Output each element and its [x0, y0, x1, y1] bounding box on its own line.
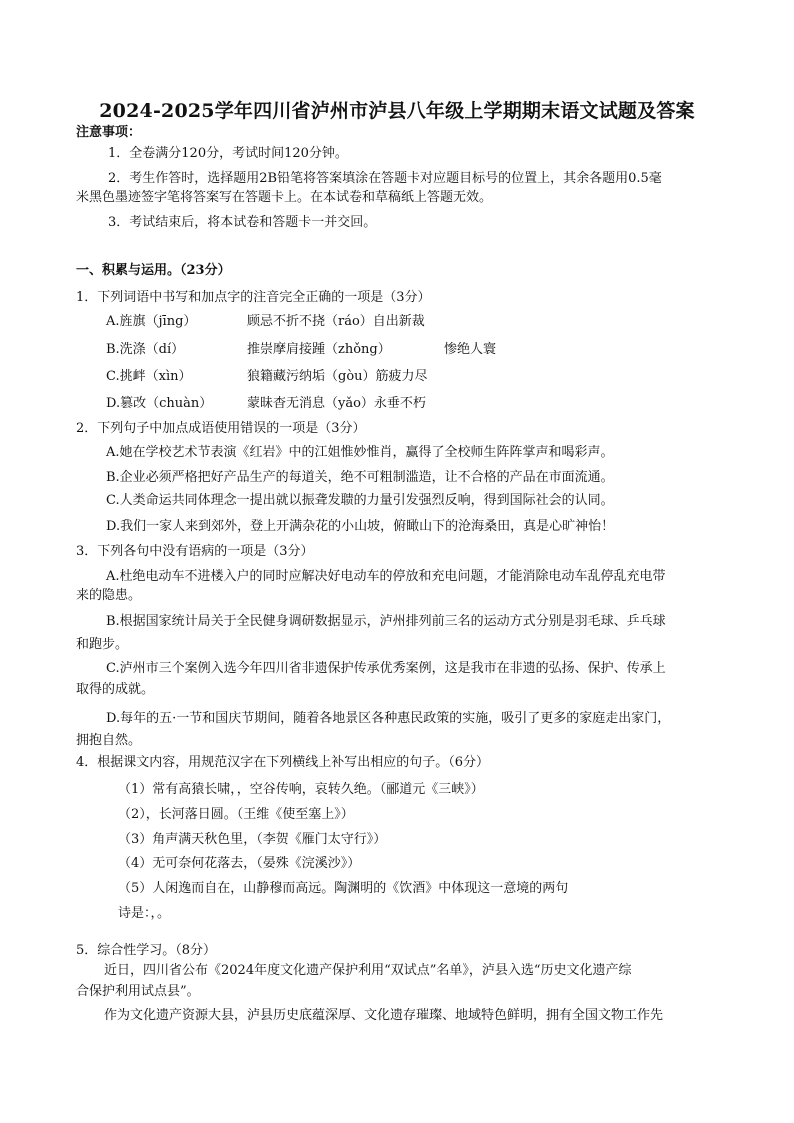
q3-option-b-line-2: 和跑步。 — [76, 637, 129, 652]
q1-option-c — [106, 368, 706, 386]
notice-item-3: 3．考试结束后，将本试卷和答题卡一并交回。 — [108, 215, 377, 230]
q4-sentence-5: （5）人闲逸而自在，山静穆而高远。陶渊明的《饮酒》中体现这一意境的两句 — [118, 881, 569, 896]
q1-option-d-word: D.篡改（chuàn） — [106, 396, 213, 411]
q1-option-d — [106, 395, 706, 413]
q4-sentence-5-answer: 诗是：，。 — [118, 906, 171, 921]
q5-paragraph-1-line-1: 近日，四川省公布《2024年度文化遗产保护利用“双试点”名单》，泸县入选“历史文化遗产综 — [104, 963, 632, 978]
q1-option-c-word: C.挑衅（xìn） — [106, 369, 192, 384]
q2-option-d: D.我们一家人来到郊外，登上开满杂花的小山坡，俯瞰山下的沧海桑田，真是心旷神怡！ — [106, 519, 615, 534]
q1-option-b-extra: 惨绝人寰 — [444, 342, 497, 357]
q2-stem: 2．下列句子中加点成语使用错误的一项是（3分） — [76, 421, 366, 436]
q1-option-c-words: 狼籍藏污纳垢（gòu）筋疲力尽 — [247, 369, 428, 384]
q4-sentence-3: （3）角声满天秋色里，（李贺《雁门太守行》） — [118, 832, 387, 847]
q1-option-b-word: B.洗涤（dí） — [106, 342, 185, 357]
q1-option-a-words: 顾忌不折不挠（ráo）自出新裁 — [247, 314, 425, 329]
notice-item-2-line-1: 2．考生作答时，选择题用2B铅笔将答案填涂在答题卡对应题目标号的位置上，其余各题用0.5毫 — [108, 171, 662, 186]
q3-option-a-line-1: A.杜绝电动车不进楼入户的同时应解决好电动车的停放和充电问题，才能消除电动车乱停乱充电带 — [106, 569, 666, 584]
q3-option-a-line-2: 来的隐患。 — [76, 588, 142, 603]
q3-option-c-line-2: 取得的成就。 — [76, 682, 155, 697]
page-title: 2024-2025学年四川省泸州市泸县八年级上学期期末语文试题及答案 — [99, 100, 695, 122]
q2-option-a: A.她在学校艺术节表演《红岩》中的江姐惟妙惟肖，赢得了全校师生阵阵掌声和喝彩声。 — [106, 445, 614, 460]
q5-paragraph-2-line-1: 作为文化遗产资源大县，泸县历史底蕴深厚、文化遗存璀璨、地域特色鲜明，拥有全国文物工作先 — [104, 1008, 664, 1023]
q2-option-c: C.人类命运共同体理念一提出就以振聋发聩的力量引发强烈反响，得到国际社会的认同。 — [106, 493, 614, 508]
q1-option-b-words: 推崇摩肩接踵（zhǒng） — [247, 342, 391, 357]
q2-option-b: B.企业必须严格把好产品生产的每道关，绝不可粗制滥造，让不合格的产品在市面流通。 — [106, 470, 614, 485]
q4-sentence-1: （1）常有高猿长啸，，空谷传响，哀转久绝。（郦道元《三峡》） — [118, 782, 484, 797]
q3-option-d-line-1: D.每年的五·一节和国庆节期间，随着各地景区各种惠民政策的实施，吸引了更多的家庭走出家门， — [106, 711, 671, 726]
q1-stem: 1．下列词语中书写和加点字的注音完全正确的一项是（3分） — [76, 290, 431, 305]
q1-option-a-word: A.旌旗（jīng） — [106, 314, 197, 329]
section-heading-1: 一、积累与运用。（23分） — [76, 263, 231, 278]
notice-item-2-line-2: 米黑色墨迹签字笔将答案写在答题卡上。在本试卷和草稿纸上答题无效。 — [76, 190, 493, 205]
notice-heading: 注意事项： — [76, 125, 142, 140]
q1-option-a — [106, 313, 706, 331]
q3-option-b-line-1: B.根据国家统计局关于全民健身调研数据显示，泸州排列前三名的运动方式分别是羽毛球、乒乓球 — [106, 614, 666, 629]
q5-paragraph-1-line-2: 合保护利用试点县”。 — [76, 984, 200, 999]
q1-option-b — [106, 341, 706, 359]
q4-stem: 4．根据课文内容，用规范汉字在下列横线上补写出相应的句子。（6分） — [76, 755, 490, 770]
notice-item-1: 1．全卷满分120分，考试时间120分钟。 — [108, 146, 348, 161]
q5-stem: 5．综合性学习。（8分） — [76, 943, 217, 958]
q3-option-d-line-2: 拥抱自然。 — [76, 733, 142, 748]
q1-option-d-words: 蒙昧杳无消息（yǎo）永垂不朽 — [247, 396, 426, 411]
q3-stem: 3．下列各句中没有语病的一项是（3分） — [76, 544, 314, 559]
q3-option-c-line-1: C.泸州市三个案例入选今年四川省非遗保护传承优秀案例，这是我市在非遗的弘扬、保护、传承上 — [106, 661, 666, 676]
q4-sentence-4: （4）无可奈何花落去，（晏殊《浣溪沙》） — [118, 856, 361, 871]
q4-sentence-2: （2），长河落日圆。（王维《使至塞上》） — [118, 807, 354, 822]
